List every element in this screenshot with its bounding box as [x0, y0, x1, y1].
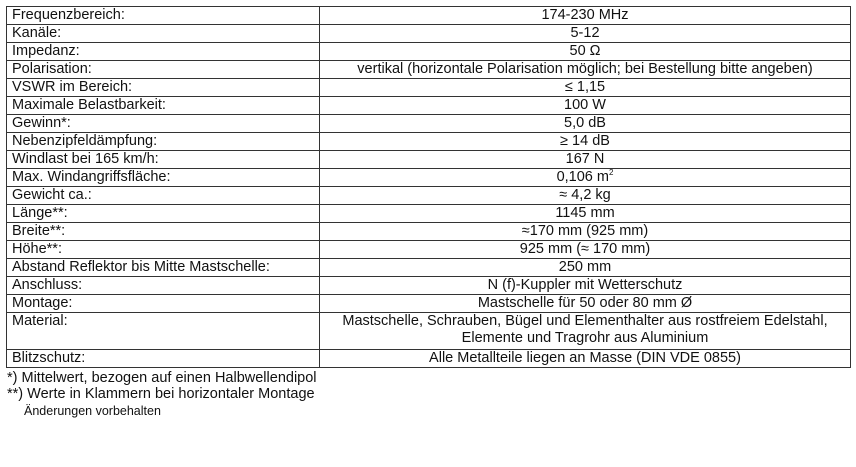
table-row — [7, 43, 851, 61]
spec-value: 925 mm (≈ 170 mm) — [320, 241, 851, 259]
spec-value: Mastschelle für 50 oder 80 mm Ø — [320, 295, 851, 313]
table-row — [7, 313, 851, 350]
spec-value: vertikal (horizontale Polarisation möglich; bei Bestellung bitte angeben) — [320, 61, 851, 79]
spec-label: Montage: — [7, 295, 320, 313]
table-row — [7, 223, 851, 241]
table-row — [7, 259, 851, 277]
spec-value: 50 Ω — [320, 43, 851, 61]
spec-label: Blitzschutz: — [7, 350, 320, 368]
spec-value: N (f)-Kuppler mit Wetterschutz — [320, 277, 851, 295]
spec-label: Breite**: — [7, 223, 320, 241]
specification-table — [6, 6, 851, 368]
spec-value: ≥ 14 dB — [320, 133, 851, 151]
spec-value: ≤ 1,15 — [320, 79, 851, 97]
spec-label: Maximale Belastbarkeit: — [7, 97, 320, 115]
table-row — [7, 61, 851, 79]
table-row — [7, 295, 851, 313]
spec-label: Nebenzipfeldämpfung: — [7, 133, 320, 151]
spec-label: Windlast bei 165 km/h: — [7, 151, 320, 169]
table-row — [7, 97, 851, 115]
footnotes — [6, 370, 856, 419]
spec-label: Abstand Reflektor bis Mitte Mastschelle: — [7, 259, 320, 277]
spec-value-text: 0,106 m — [556, 169, 609, 185]
spec-label: Max. Windangriffsfläche: — [7, 169, 320, 187]
table-row — [7, 169, 851, 187]
spec-value — [320, 313, 851, 350]
spec-label: Frequenzbereich: — [7, 7, 320, 25]
spec-label: Höhe**: — [7, 241, 320, 259]
spec-label: Material: — [7, 313, 320, 350]
table-row — [7, 187, 851, 205]
spec-value: 167 N — [320, 151, 851, 169]
table-row — [7, 241, 851, 259]
table-row — [7, 25, 851, 43]
table-row — [7, 7, 851, 25]
spec-label: Gewicht ca.: — [7, 187, 320, 205]
spec-value: 250 mm — [320, 259, 851, 277]
table-row — [7, 151, 851, 169]
spec-label: Länge**: — [7, 205, 320, 223]
spec-label: Impedanz: — [7, 43, 320, 61]
footnote-changes-reserved: Änderungen vorbehalten — [24, 404, 161, 418]
spec-label: Anschluss: — [7, 277, 320, 295]
table-row — [7, 277, 851, 295]
table-row — [7, 350, 851, 368]
spec-label: Kanäle: — [7, 25, 320, 43]
spec-label: Gewinn*: — [7, 115, 320, 133]
spec-label: VSWR im Bereich: — [7, 79, 320, 97]
spec-value: 1145 mm — [320, 205, 851, 223]
footnote-average: *) Mittelwert, bezogen auf einen Halbwellendipol — [7, 370, 317, 386]
spec-value-line: Mastschelle, Schrauben, Bügel und Elementhalter aus rostfreiem Edelstahl, — [342, 313, 828, 329]
footnote-horizontal: **) Werte in Klammern bei horizontaler Montage — [7, 386, 315, 402]
spec-value-line: Elemente und Tragrohr aus Aluminium — [461, 330, 709, 346]
spec-value: 174-230 MHz — [320, 7, 851, 25]
spec-label: Polarisation: — [7, 61, 320, 79]
spec-value: 100 W — [320, 97, 851, 115]
table-row — [7, 205, 851, 223]
spec-value: ≈170 mm (925 mm) — [320, 223, 851, 241]
spec-value: Alle Metallteile liegen an Masse (DIN VDE 0855) — [320, 350, 851, 368]
table-row — [7, 79, 851, 97]
spec-value: ≈ 4,2 kg — [320, 187, 851, 205]
spec-value: 5,0 dB — [320, 115, 851, 133]
spec-value: 5-12 — [320, 25, 851, 43]
spec-value — [320, 169, 851, 187]
superscript-2: 2 — [608, 168, 614, 177]
table-row — [7, 133, 851, 151]
table-row — [7, 115, 851, 133]
